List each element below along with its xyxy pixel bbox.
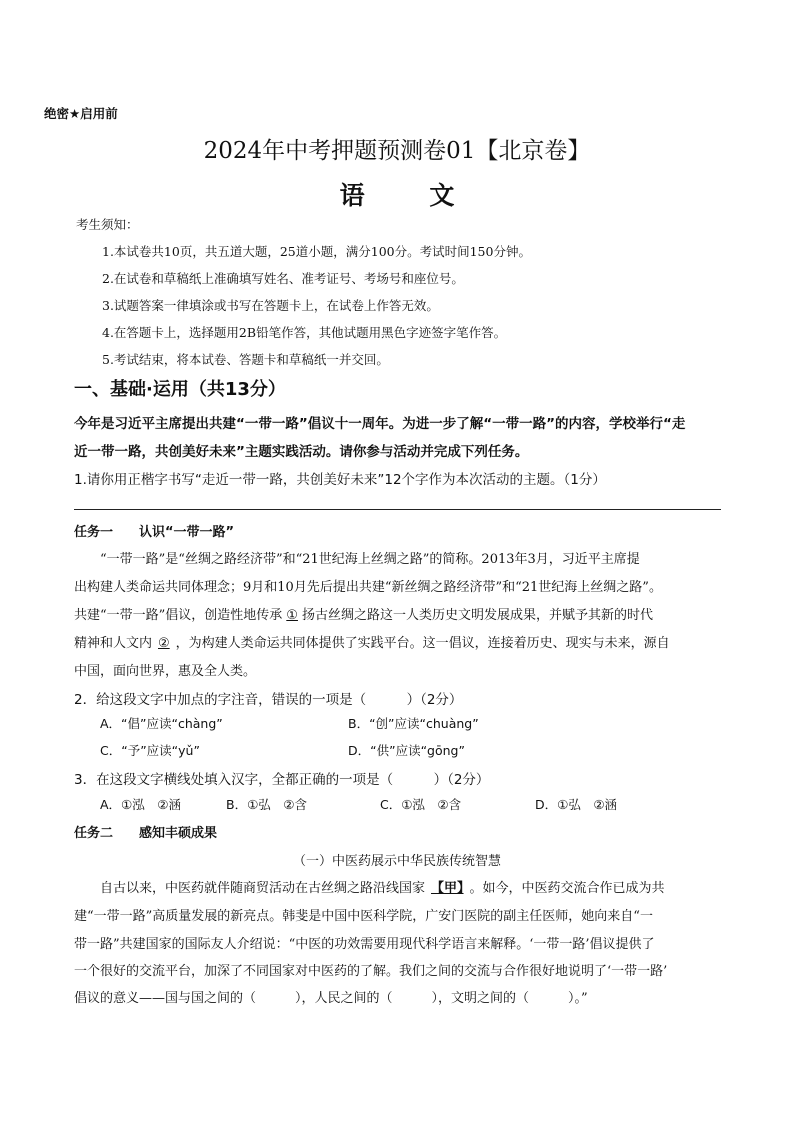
notice-item: 3.试题答案一律填涂或书写在答题卡上，在试卷上作答无效。: [102, 298, 439, 313]
section-heading: 一、基础·运用（共13分）: [74, 379, 286, 400]
paragraph-line: 一个很好的交流平台，加深了不同国家对中医药的了解。我们之间的交流与合作很好地说明了‘一带一路’: [74, 964, 668, 979]
question-2: 2．给这段文字中加点的字注音，错误的一项是（ ）（2分）: [74, 692, 463, 708]
option-d: D．①弘 ②涵: [535, 797, 618, 812]
notice-item: 4.在答题卡上，选择题用2B铅笔作答，其他试题用黑色字迹签字笔作答。: [102, 325, 507, 340]
paragraph-line: 出构建人类命运共同体理念；9月和10月先后提出共建“新丝绸之路经济带”和“21世纪海上丝绸之路”。: [74, 580, 662, 595]
task-1-heading: 任务一 认识“一带一路”: [74, 525, 235, 540]
notice-item: 5.考试结束，将本试卷、答题卡和草稿纸一并交回。: [102, 352, 389, 367]
paragraph-line: 中国，面向世界，惠及全人类。: [74, 664, 257, 679]
confidential-label: 绝密★启用前: [44, 106, 118, 121]
notice-item: 1.本试卷共10页，共五道大题，25道小题，满分100分。考试时间150分钟。: [102, 244, 531, 259]
paragraph-line: 带一路”共建国家的国际友人介绍说：“中医的功效需要用现代科学语言来解释。‘一带一路’倡议提供了: [74, 937, 655, 952]
option-c: C．“予”应读“yǔ”: [100, 743, 200, 758]
option-d: D．“供”应读“gōng”: [348, 743, 465, 758]
paragraph-line: “一带一路”是“丝绸之路经济带”和“21世纪海上丝绸之路”的简称。2013年3月，习近平主席提: [74, 552, 640, 567]
option-c: C．①泓 ②含: [380, 797, 462, 812]
option-a: A．“倡”应读“chàng”: [100, 716, 223, 731]
paragraph-line: 建“一带一路”高质量发展的新亮点。韩斐是中国中医科学院，广安门医院的副主任医师，她向来自“一: [74, 909, 653, 924]
answer-line: [74, 509, 721, 510]
subsection-heading: （一）中医药展示中华民族传统智慧: [292, 854, 501, 869]
subject-title: 语 文: [339, 181, 483, 210]
section-intro-line: 今年是习近平主席提出共建“一带一路”倡议十一周年。为进一步了解“一带一路”的内容，学校举行“走: [74, 416, 686, 432]
paragraph-line: 精神和人文内 ② ，为构建人类命运共同体提供了实践平台。这一倡议，连接着历史、现实与未来，源自: [74, 636, 670, 651]
notice-heading: 考生须知：: [76, 217, 139, 232]
notice-item: 2.在试卷和草稿纸上准确填写姓名、准考证号、考场号和座位号。: [102, 271, 464, 286]
blank-2: ②: [158, 636, 170, 651]
question-1: 1.请你用正楷字书写“走近一带一路，共创美好未来”12个字作为本次活动的主题。（1分）: [74, 472, 606, 488]
option-b: B．①弘 ②含: [226, 797, 307, 812]
task-2-heading: 任务二 感知丰硕成果: [74, 826, 218, 841]
question-3: 3．在这段文字横线处填入汉字，全都正确的一项是（ ）（2分）: [74, 772, 490, 788]
section-intro-line: 近一带一路，共创美好未来”主题实践活动。请你参与活动并完成下列任务。: [74, 444, 529, 460]
paragraph-line: 共建“一带一路”倡议，创造性地传承 ① 扬古丝绸之路这一人类历史文明发展成果，并赋予其新的时代: [74, 608, 653, 623]
blank-1: ①: [286, 608, 298, 623]
paragraph-line: 倡议的意义——国与国之间的（ ），人民之间的（ ），文明之间的（ ）。”: [74, 991, 588, 1006]
option-a: A．①泓 ②涵: [100, 797, 181, 812]
option-b: B．“创”应读“chuàng”: [348, 716, 479, 731]
paragraph-line: 自古以来，中医药就伴随商贸活动在古丝绸之路沿线国家 【甲】 。如今，中医药交流合作已成为共: [74, 881, 665, 896]
exam-title: 2024年中考押题预测卷01【北京卷】: [203, 138, 591, 164]
blank-jia: 【甲】: [431, 881, 464, 896]
